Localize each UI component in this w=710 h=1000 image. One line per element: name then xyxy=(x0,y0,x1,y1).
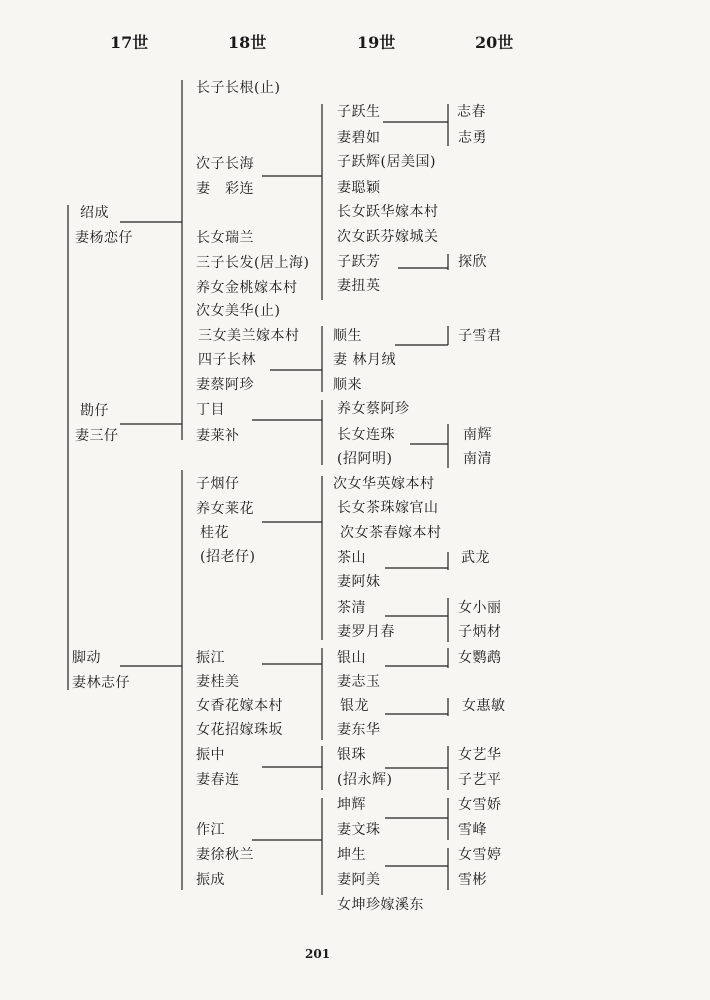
gen19-item: 子跃生 xyxy=(337,104,381,120)
gen18-item: 次子长海 xyxy=(196,156,254,172)
gen20-item: 南辉 xyxy=(463,427,492,443)
gen19-item: 养女蔡阿珍 xyxy=(337,401,410,417)
gen19-item: (招阿明) xyxy=(337,451,393,467)
gen20-item: 武龙 xyxy=(461,550,490,566)
gen17-jiaodong: 脚动 xyxy=(72,650,101,666)
gen19-item: 银龙 xyxy=(340,698,369,714)
header-gen-19: 19世 xyxy=(357,33,396,52)
gen20-item: 女小丽 xyxy=(458,600,502,616)
gen18-item: 振成 xyxy=(196,872,225,888)
gen19-item: 长女跃华嫁本村 xyxy=(337,204,439,220)
gen20-item: 女雪婷 xyxy=(458,847,502,863)
gen18-item: 振江 xyxy=(196,650,225,666)
gen18-item: 妻桂美 xyxy=(196,674,240,690)
gen18-item: 养女金桃嫁本村 xyxy=(196,280,298,296)
gen19-item: 妻 林月绒 xyxy=(333,352,396,368)
gen18-item: 妻春连 xyxy=(196,772,240,788)
gen18-item: 妻莱补 xyxy=(196,428,240,444)
gen18-item: 长女瑞兰 xyxy=(196,230,254,246)
gen19-item: 银珠 xyxy=(337,747,366,763)
gen20-item: 雪彬 xyxy=(458,872,487,888)
gen20-item: 子艺平 xyxy=(458,772,502,788)
gen19-item: 妻文珠 xyxy=(337,822,381,838)
gen18-item: 三女美兰嫁本村 xyxy=(198,328,300,344)
gen20-item: 女惠敏 xyxy=(462,698,506,714)
gen20-item: 雪峰 xyxy=(458,822,487,838)
gen20-item: 南清 xyxy=(463,451,492,467)
gen18-item: 妻蔡阿珍 xyxy=(196,377,254,393)
gen18-item: 女花招嫁珠坂 xyxy=(196,722,283,738)
gen17-qinzai: 勘仔 xyxy=(80,403,109,419)
gen18-item: (招老仔) xyxy=(200,549,256,565)
gen18-item: 子烟仔 xyxy=(196,476,240,492)
gen19-item: 顺生 xyxy=(333,328,362,344)
gen18-item: 女香花嫁本村 xyxy=(196,698,283,714)
gen18-item: 丁目 xyxy=(196,402,225,418)
gen19-item: 长女连珠 xyxy=(337,427,395,443)
gen18-item: 妻 彩连 xyxy=(196,181,254,197)
gen19-item: 银山 xyxy=(337,650,366,666)
gen17-shaocheng-wife: 妻杨恋仔 xyxy=(75,230,133,246)
header-gen-20: 20世 xyxy=(475,33,514,52)
gen20-item: 女艺华 xyxy=(458,747,502,763)
gen19-item: 次女茶春嫁本村 xyxy=(340,525,442,541)
gen19-item: 妻扭英 xyxy=(337,278,381,294)
gen19-item: 妻阿妹 xyxy=(337,574,381,590)
gen19-item: 次女跃芬嫁城关 xyxy=(337,229,439,245)
gen19-item: 妻碧如 xyxy=(337,130,381,146)
gen19-item: 女坤珍嫁溪东 xyxy=(337,897,424,913)
gen19-item: 妻阿美 xyxy=(337,872,381,888)
gen19-item: 妻聪颖 xyxy=(337,180,381,196)
gen20-item: 志春 xyxy=(457,104,486,120)
gen18-item: 次女美华(止) xyxy=(196,303,281,319)
gen19-item: 次女华英嫁本村 xyxy=(333,476,435,492)
header-gen-17: 17世 xyxy=(110,33,149,52)
gen18-item: 养女莱花 xyxy=(196,501,254,517)
gen19-item: 妻东华 xyxy=(337,722,381,738)
gen19-item: 坤辉 xyxy=(337,797,366,813)
gen18-item: 作江 xyxy=(196,822,225,838)
gen17-shaocheng: 绍成 xyxy=(80,205,109,221)
gen19-item: 长女茶珠嫁官山 xyxy=(337,500,439,516)
gen20-item: 女鹦鹉 xyxy=(458,650,502,666)
gen18-item: 长子长根(止) xyxy=(196,80,281,96)
gen19-item: 坤生 xyxy=(337,847,366,863)
gen18-item: 四子长林 xyxy=(198,352,256,368)
gen19-item: 茶山 xyxy=(337,550,366,566)
gen20-item: 子炳材 xyxy=(458,624,502,640)
gen19-item: 子跃芳 xyxy=(337,254,381,270)
page-number: 201 xyxy=(305,947,331,961)
gen18-item: 桂花 xyxy=(200,525,229,541)
gen20-item: 女雪娇 xyxy=(458,797,502,813)
gen20-item: 子雪君 xyxy=(458,328,502,344)
gen18-item: 三子长发(居上海) xyxy=(196,255,310,271)
header-gen-18: 18世 xyxy=(228,33,267,52)
gen19-item: 顺来 xyxy=(333,377,362,393)
gen19-item: 茶清 xyxy=(337,600,366,616)
gen17-jiaodong-wife: 妻林志仔 xyxy=(72,675,130,691)
gen20-item: 志勇 xyxy=(458,130,487,146)
gen18-item: 振中 xyxy=(196,747,225,763)
gen18-item: 妻徐秋兰 xyxy=(196,847,254,863)
gen20-item: 探欣 xyxy=(458,254,487,270)
gen19-item: (招永辉) xyxy=(337,772,393,788)
gen19-item: 妻志玉 xyxy=(337,674,381,690)
gen17-qinzai-wife: 妻三仔 xyxy=(75,428,119,444)
gen19-item: 子跃辉(居美国) xyxy=(337,154,436,170)
gen19-item: 妻罗月春 xyxy=(337,624,395,640)
